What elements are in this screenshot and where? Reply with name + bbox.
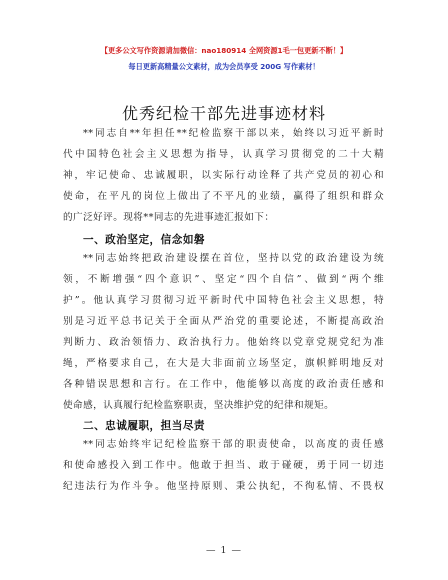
promo-banner-line-1: 【更多公文写作资源请加微信：nao180914 全网资源1毛一包更新不断！】 (100, 46, 348, 55)
paragraph-line: 使命感，认真履行纪检监察职责，坚决维护党的纪律和规矩。 (63, 400, 335, 411)
paragraph-line: 护”。他认真学习贯彻习近平新时代中国特色社会主义思想，特 (63, 295, 384, 306)
promo-banner-line-2: 每日更新高精量公文素材，成为会员享受 200G 写作素材！ (128, 62, 320, 71)
intro-paragraph (63, 123, 384, 228)
paragraph-line: 别是习近平总书记关于全面从严治党的重要论述，不断提高政治 (63, 316, 384, 327)
paragraph-line: 和使命感投入到工作中。他敢于担当、敢于碰硬，勇于同一切违 (63, 460, 384, 471)
paragraph-line: 绳，严格要求自己，在大是大非面前立场坚定，旗帜鲜明地反对 (63, 358, 384, 369)
section-1-paragraph (63, 248, 384, 416)
paragraph-line: **同志自**年担任**纪检监察干部以来，始终以习近平新时 (83, 128, 384, 139)
paragraph-line: 代中国特色社会主义思想为指导，认真学习贯彻党的二十大精 (63, 149, 384, 160)
paragraph-line: 领，不断增强“四个意识”、坚定“四个自信”、做到“两个维 (63, 274, 384, 285)
paragraph-line: 判断力、政治领悟力、政治执行力。他始终以党章党规党纪为准 (63, 337, 384, 348)
section-heading: 二、忠诚履职，担当尽责 (83, 420, 206, 432)
paragraph-line: **同志始终把政治建设摆在首位，坚持以党的政治建设为统 (83, 253, 384, 264)
paragraph-line: 各种错误思想和言行。在工作中，他能够以高度的政治责任感和 (63, 379, 384, 390)
section-2-paragraph (63, 434, 384, 497)
document-title: 优秀纪检干部先进事迹材料 (121, 104, 326, 123)
paragraph-line: 使命，在平凡的岗位上做出了不平凡的业绩，赢得了组织和群众 (63, 191, 384, 202)
paragraph-line: 神，牢记使命、忠诚履职，以实际行动诠释了共产党员的初心和 (63, 170, 384, 181)
paragraph-line: 的广泛好评。现将**同志的先进事迹汇报如下： (63, 212, 275, 223)
paragraph-line: 纪违法行为作斗争。他坚持原则、秉公执纪，不徇私情、不畏权 (63, 481, 384, 492)
section-heading: 一、政治坚定，信念如磐 (83, 234, 206, 246)
paragraph-line: **同志始终牢记纪检监察干部的职责使命，以高度的责任感 (83, 439, 384, 450)
page-number: — 1 — (205, 545, 243, 556)
